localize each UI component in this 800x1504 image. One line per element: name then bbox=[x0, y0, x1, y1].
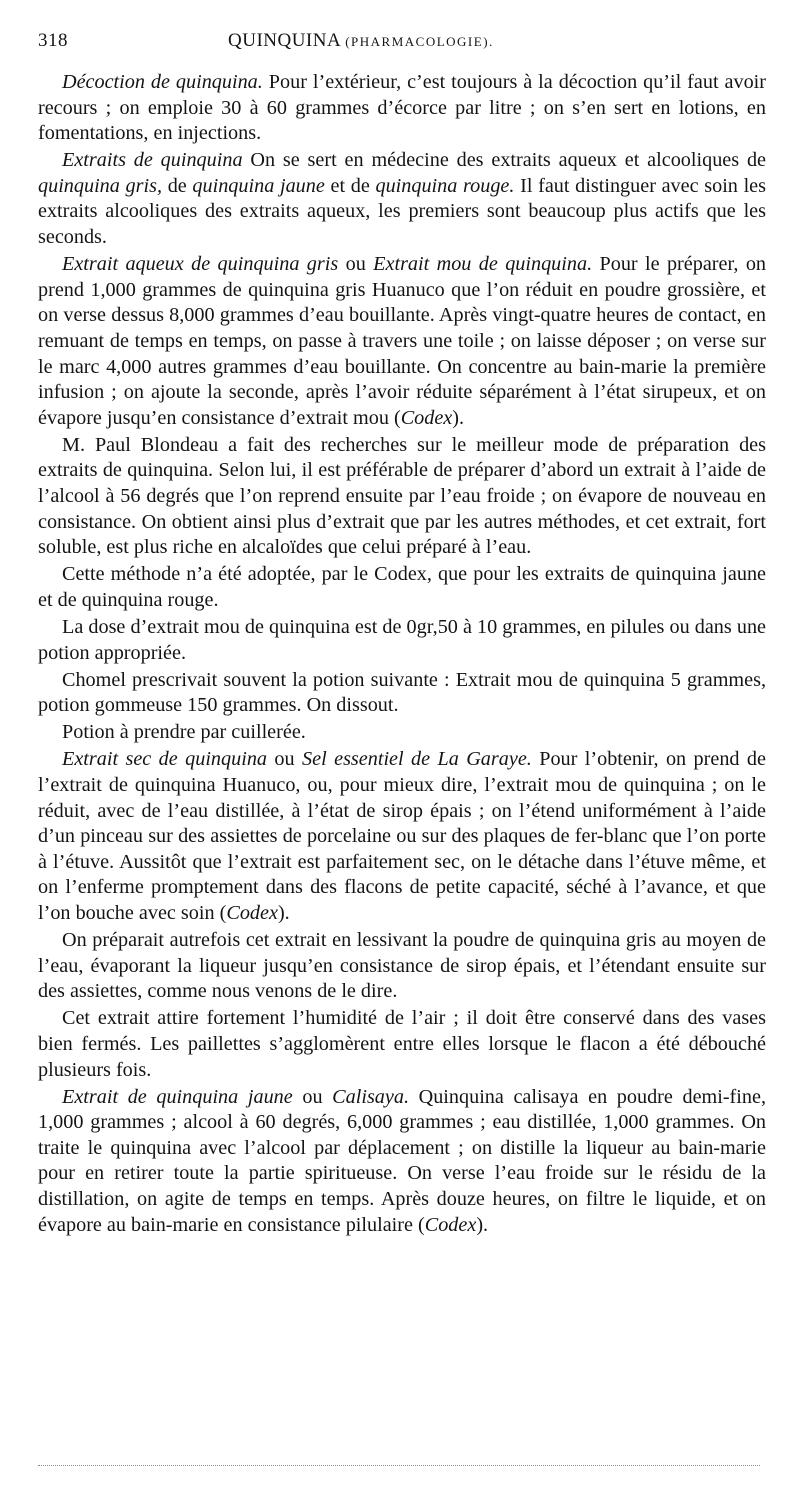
italic-run: Décoction de quinquina. bbox=[62, 71, 263, 93]
text-run: Cet extrait attire fortement l’humidité de l’air ; il doit être conservé dans des vases bien fermés. Les paillettes s’agglomèrent entre elles lorsque le flacon a été débouché plusieurs fois. bbox=[38, 1007, 766, 1081]
italic-run: Extrait aqueux de quinquina gris bbox=[62, 253, 339, 276]
running-head-title: QUINQUINA bbox=[228, 30, 342, 51]
text-run: ). bbox=[452, 406, 465, 429]
paragraph bbox=[38, 148, 766, 250]
text-run: et de bbox=[324, 174, 376, 197]
italic-run: quinquina jaune bbox=[192, 174, 325, 197]
paragraph bbox=[38, 928, 766, 1005]
text-run: Chomel prescrivait souvent la potion suivante : Extrait mou de quinquina 5 grammes, potion gommeuse 150 grammes. On dissout. bbox=[38, 668, 766, 717]
paragraph bbox=[38, 252, 766, 431]
paragraph bbox=[38, 433, 766, 561]
italic-run: Codex bbox=[400, 406, 453, 429]
text-run: On préparait autrefois cet extrait en lessivant la poudre de quinquina gris au moyen de l’eau, évaporant la liqueur jusqu’en consistance de sirop épais, et l’étendant ensuite sur des assiettes, comme nous venons de le dire. bbox=[38, 929, 766, 1003]
italic-run: Extrait de quinquina jaune bbox=[62, 1085, 293, 1108]
italic-run: Codex bbox=[424, 1213, 477, 1236]
paragraph bbox=[38, 70, 766, 147]
text-run: ). bbox=[277, 902, 290, 924]
paragraph bbox=[38, 747, 766, 926]
paragraph bbox=[38, 562, 766, 613]
text-run: Potion à prendre par cuillerée. bbox=[62, 721, 306, 744]
bottom-rule bbox=[38, 1465, 760, 1466]
text-run: On se sert en médecine des extraits aqueux et alcooliques de bbox=[242, 149, 767, 172]
text-run: Pour l’obtenir, on prend de l’extrait de quinquina Huanuco, ou, pour mieux dire, l’extrait mou de quinquina ; on le réduit, avec de l’eau distillée, à l’état de sirop épais ; on l’étend uniformément à l’aide d’un pinceau sur des assiettes de porcelaine ou sur des plaques de fer-blanc que l’on porte à l’étuve. Aussitôt que l’extrait est parfaitement sec, on le détache dans l’étuve même, et on l’enferme promptement dans des flacons de petite capacité, séché à l’avance, et que l’on bouche avec soin ( bbox=[38, 748, 766, 924]
italic-run: Sel essentiel de La Garaye. bbox=[302, 748, 532, 771]
italic-run: quinquina rouge. bbox=[375, 174, 515, 197]
text-run: M. Paul Blondeau a fait des recherches sur le meilleur mode de préparation des extraits de quinquina. Selon lui, il est préférable de préparer d’abord un extrait à l’aide de l’alcool à 56 degrés que l’on reprend ensuite par l’eau froide ; on évapore de nouveau en consistance. On obtient ainsi plus d’extrait que par les autres méthodes, et cet extrait, fort soluble, est plus riche en alcaloïdes que celui préparé à l’eau. bbox=[38, 433, 766, 559]
paragraph bbox=[38, 1006, 766, 1083]
italic-run: Codex bbox=[226, 902, 278, 924]
page-number: 318 bbox=[38, 30, 68, 51]
text-run: Quinquina calisaya en poudre demi-fine, 1,000 grammes ; alcool à 60 degrés, 6,000 grammes ; eau distillée, 1,000 grammes. On traite le quinquina avec l’alcool par déplacement ; on distille la liqueur au bain-marie pour en retirer toute la partie spiritueuse. On verse l’eau froide sur le résidu de la distillation, on agite de temps en temps. Après douze heures, on filtre le liquide, et on évapore au bain-marie en consistance pilulaire ( bbox=[38, 1085, 766, 1236]
paragraph bbox=[38, 720, 766, 746]
text-run: Cette méthode n’a été adoptée, par le Codex, que pour les extraits de quinquina jaune et de quinquina rouge. bbox=[38, 563, 766, 611]
text-run: Pour l’extérieur, c’est toujours à la décoction qu’il faut avoir recours ; on emploie 30 à 60 grammes d’écorce par litre ; on s’en sert en lotions, en fomentations, en injections. bbox=[38, 71, 766, 145]
paragraph bbox=[38, 615, 766, 666]
text-run: ou bbox=[292, 1085, 333, 1108]
italic-run: quinquina gris, bbox=[38, 174, 163, 197]
text-run: Il faut distinguer avec soin les extraits alcooliques des extraits aqueux, les premiers sont beaucoup plus actifs que les seconds. bbox=[38, 174, 766, 249]
text-run: Pour le préparer, on prend 1,000 grammes de quinquina gris Huanuco que l’on réduit en poudre grossière, et on verse dessus 8,000 grammes d’eau bouillante. Après vingt-quatre heures de contact, en remuant de temps en temps, on passe à travers une toile ; on laisse déposer ; on verse sur le marc 4,000 autres grammes d’eau bouillante. On concentre au bain-marie la première infusion ; on ajoute la seconde, après l’avoir réduite séparément à l’état sirupeux, et on évapore jusqu’en consistance d’extrait mou ( bbox=[38, 253, 767, 429]
running-header bbox=[38, 30, 766, 60]
italic-run: Extrait sec de quinquina bbox=[62, 748, 268, 771]
text-run: de bbox=[162, 174, 193, 197]
body-text bbox=[38, 70, 766, 1238]
italic-run: Calisaya. bbox=[332, 1085, 409, 1108]
italic-run: Extrait mou de quinquina. bbox=[373, 253, 593, 276]
text-run: La dose d’extrait mou de quinquina est de 0gr,50 à 10 grammes, en pilules ou dans une potion appropriée. bbox=[38, 615, 766, 664]
text-run: ou bbox=[267, 748, 303, 771]
paragraph bbox=[38, 668, 766, 719]
text-run: ou bbox=[338, 253, 374, 276]
text-run: ). bbox=[476, 1213, 489, 1236]
running-head-subtitle: (PHARMACOLOGIE). bbox=[345, 34, 494, 49]
italic-run: Extraits de quinquina bbox=[62, 149, 243, 172]
paragraph bbox=[38, 1085, 766, 1239]
